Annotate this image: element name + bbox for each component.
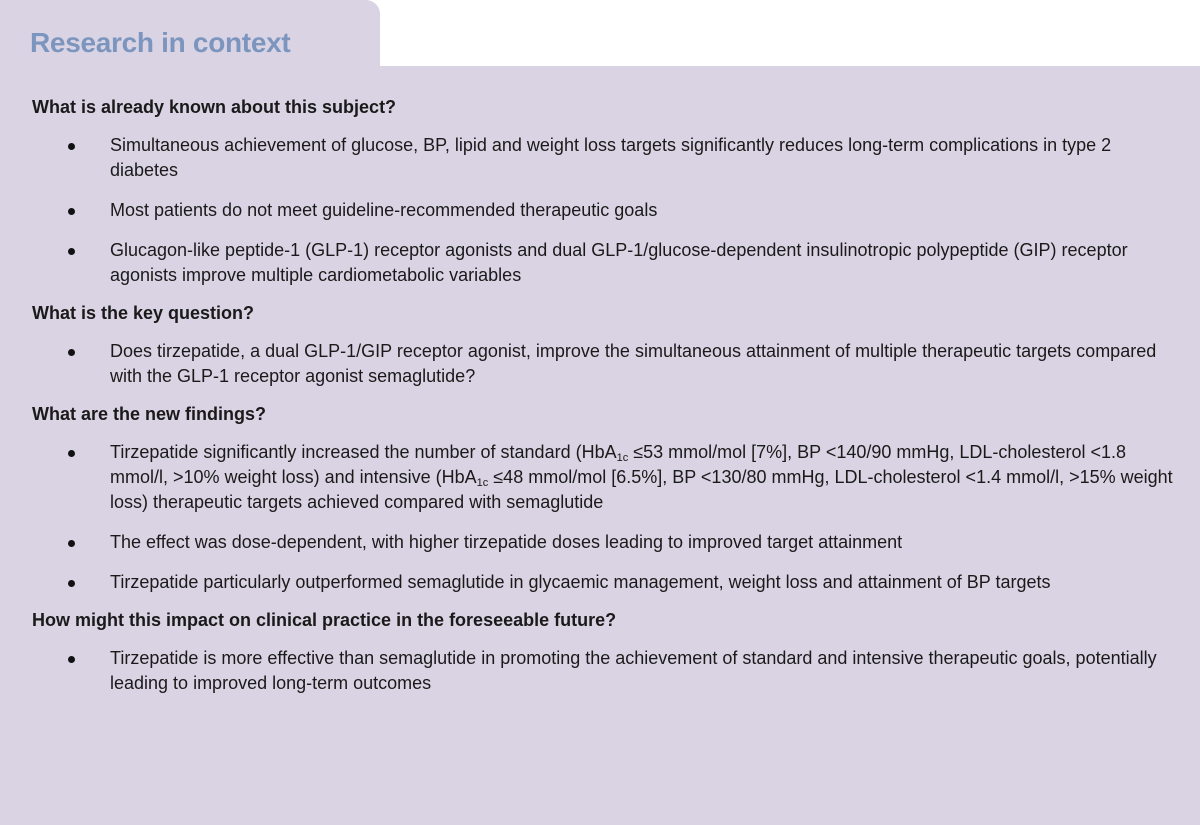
page-title: Research in context	[30, 27, 291, 58]
bullet-list	[32, 133, 1182, 288]
bullet-text: Glucagon-like peptide-1 (GLP-1) receptor agonists and dual GLP-1/glucose-dependent insulinotropic polypeptide (GIP) receptor agonists improve multiple cardiometabolic variables	[110, 240, 1128, 285]
bullet-item	[32, 440, 1182, 515]
bullet-text: Simultaneous achievement of glucose, BP, lipid and weight loss targets significantly reduces long-term complications in type 2 diabetes	[110, 135, 1112, 180]
bullet-list	[32, 646, 1182, 696]
section-heading: What are the new findings?	[32, 404, 267, 424]
bullet-item	[32, 570, 1182, 595]
header-tab	[0, 0, 380, 70]
bullet-text: Most patients do not meet guideline-recommended therapeutic goals	[110, 200, 658, 220]
bullet-dot-icon	[68, 143, 75, 150]
bullet-text: The effect was dose-dependent, with higher tirzepatide doses leading to improved target attainment	[110, 532, 903, 552]
section-heading: What is already known about this subject?	[32, 97, 397, 117]
bullet-dot-icon	[68, 208, 75, 215]
section-heading: How might this impact on clinical practice in the foreseeable future?	[32, 610, 617, 630]
bullet-text: Tirzepatide particularly outperformed semaglutide in glycaemic management, weight loss and attainment of BP targets	[110, 572, 1051, 592]
bullet-item	[32, 198, 1182, 223]
bullet-dot-icon	[68, 656, 75, 663]
section-heading: What is the key question?	[32, 303, 255, 323]
bullet-list	[32, 339, 1182, 389]
bullet-item	[32, 133, 1182, 183]
bullet-item	[32, 238, 1182, 288]
bullet-dot-icon	[68, 540, 75, 547]
bullet-list	[32, 440, 1182, 595]
bullet-item	[32, 530, 1182, 555]
bullet-text: ≤48 mmol/mol [6.5%], BP <130/80 mmHg, LDL-cholesterol <1.4 mmol/l, >15% weight loss) therapeutic targets achieved compared with semaglutide	[110, 467, 1173, 512]
bullet-dot-icon	[68, 450, 75, 457]
subscript-text: 1c	[476, 477, 489, 489]
subscript-text: 1c	[616, 452, 629, 464]
bullet-dot-icon	[68, 580, 75, 587]
bullet-text: Tirzepatide is more effective than semaglutide in promoting the achievement of standard and intensive therapeutic goals, potentially leading to improved long-term outcomes	[110, 648, 1157, 693]
bullet-text: Tirzepatide significantly increased the number of standard (HbA	[110, 442, 617, 462]
bullet-dot-icon	[68, 349, 75, 356]
context-content	[32, 96, 1182, 696]
bullet-dot-icon	[68, 248, 75, 255]
bullet-text: Does tirzepatide, a dual GLP-1/GIP receptor agonist, improve the simultaneous attainment of multiple therapeutic targets compared with the GLP-1 receptor agonist semaglutide?	[110, 341, 1157, 386]
bullet-item	[32, 646, 1182, 696]
bullet-text: ≤53 mmol/mol [7%], BP <140/90 mmHg, LDL-cholesterol <1.8 mmol/l, >10% weight loss) and intensive (HbA	[110, 442, 1126, 487]
bullet-item	[32, 339, 1182, 389]
